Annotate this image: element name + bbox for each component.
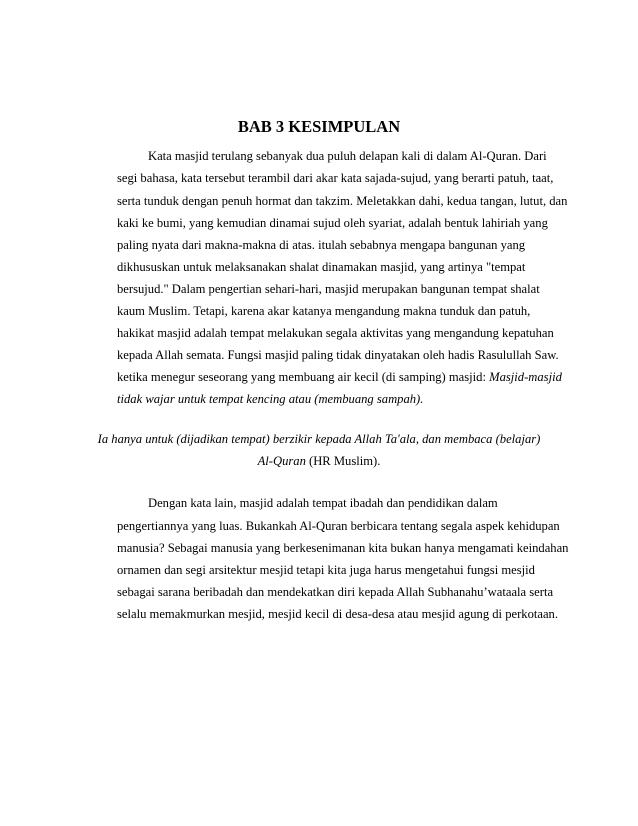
- quote-line-2: [0, 453, 638, 469]
- paragraph-2-line-1: Dengan kata lain, masjid adalah tempat ibadah dan pendidikan dalam: [148, 496, 498, 510]
- paragraph-1-line-1: Kata masjid terulang sebanyak dua puluh delapan kali di dalam Al-Quran. Dari: [148, 149, 547, 163]
- quote-line-2-italic: Al-Quran: [257, 454, 306, 468]
- quote-line-2-text: (HR Muslim).: [305, 454, 381, 468]
- paragraph-1-line-6: dikhususkan untuk melaksanakan shalat dinamakan masjid, yang artinya "tempat: [117, 260, 526, 274]
- paragraph-1-line-8: kaum Muslim. Tetapi, karena akar katanya mengandung makna tunduk dan patuh,: [117, 304, 531, 318]
- paragraph-2-line-4: ornamen dan segi arsitektur mesjid tetapi kita juga harus mengetahui fungsi mesjid: [117, 563, 535, 577]
- paragraph-1-line-9: hakikat masjid adalah tempat melakukan segala aktivitas yang mengandung kepatuhan: [117, 326, 554, 340]
- paragraph-1-line-3: serta tunduk dengan penuh hormat dan takzim. Meletakkan dahi, kedua tangan, lutut, dan: [117, 194, 568, 208]
- paragraph-1-line-11: [117, 369, 562, 385]
- quote-line-1: Ia hanya untuk (dijadikan tempat) berzikir kepada Allah Ta'ala, dan membaca (belajar): [97, 432, 541, 446]
- paragraph-1-line-5: paling nyata dari makna-makna di atas. itulah sebabnya mengapa bangunan yang: [117, 238, 526, 252]
- paragraph-2-line-2: pengertiannya yang luas. Bukankah Al-Quran berbicara tentang segala aspek kehidupan: [117, 519, 560, 533]
- paragraph-1-line-2: segi bahasa, kata tersebut terambil dari akar kata sajada-sujud, yang berarti patuh, taat,: [117, 171, 554, 185]
- page-title: BAB 3 KESIMPULAN: [237, 117, 401, 136]
- paragraph-2-line-5: sebagai sarana beribadah dan mendekatkan diri kepada Allah Subhanahu’wataala serta: [117, 585, 554, 599]
- paragraph-1-line-11-text: ketika menegur seseorang yang membuang air kecil (di samping) masjid:: [117, 370, 490, 384]
- paragraph-1-line-12: tidak wajar untuk tempat kencing atau (membuang sampah).: [117, 392, 424, 406]
- paragraph-1-line-4: kaki ke bumi, yang kemudian dinamai sujud oleh syariat, adalah bentuk lahiriah yang: [117, 216, 548, 230]
- paragraph-2-line-3: manusia? Sebagai manusia yang berkesenimanan kita bukan hanya mengamati keindahan: [117, 541, 569, 555]
- paragraph-1-line-7: bersujud." Dalam pengertian sehari-hari, masjid merupakan bangunan tempat shalat: [117, 282, 540, 296]
- paragraph-1-line-11-italic: Masjid-masjid: [489, 370, 562, 384]
- paragraph-1-line-10: kepada Allah semata. Fungsi masjid paling tidak dinyatakan oleh hadis Rasulullah Saw.: [117, 348, 559, 362]
- paragraph-2-line-6: selalu memakmurkan mesjid, mesjid kecil di desa-desa atau mesjid agung di perkotaan.: [117, 607, 559, 621]
